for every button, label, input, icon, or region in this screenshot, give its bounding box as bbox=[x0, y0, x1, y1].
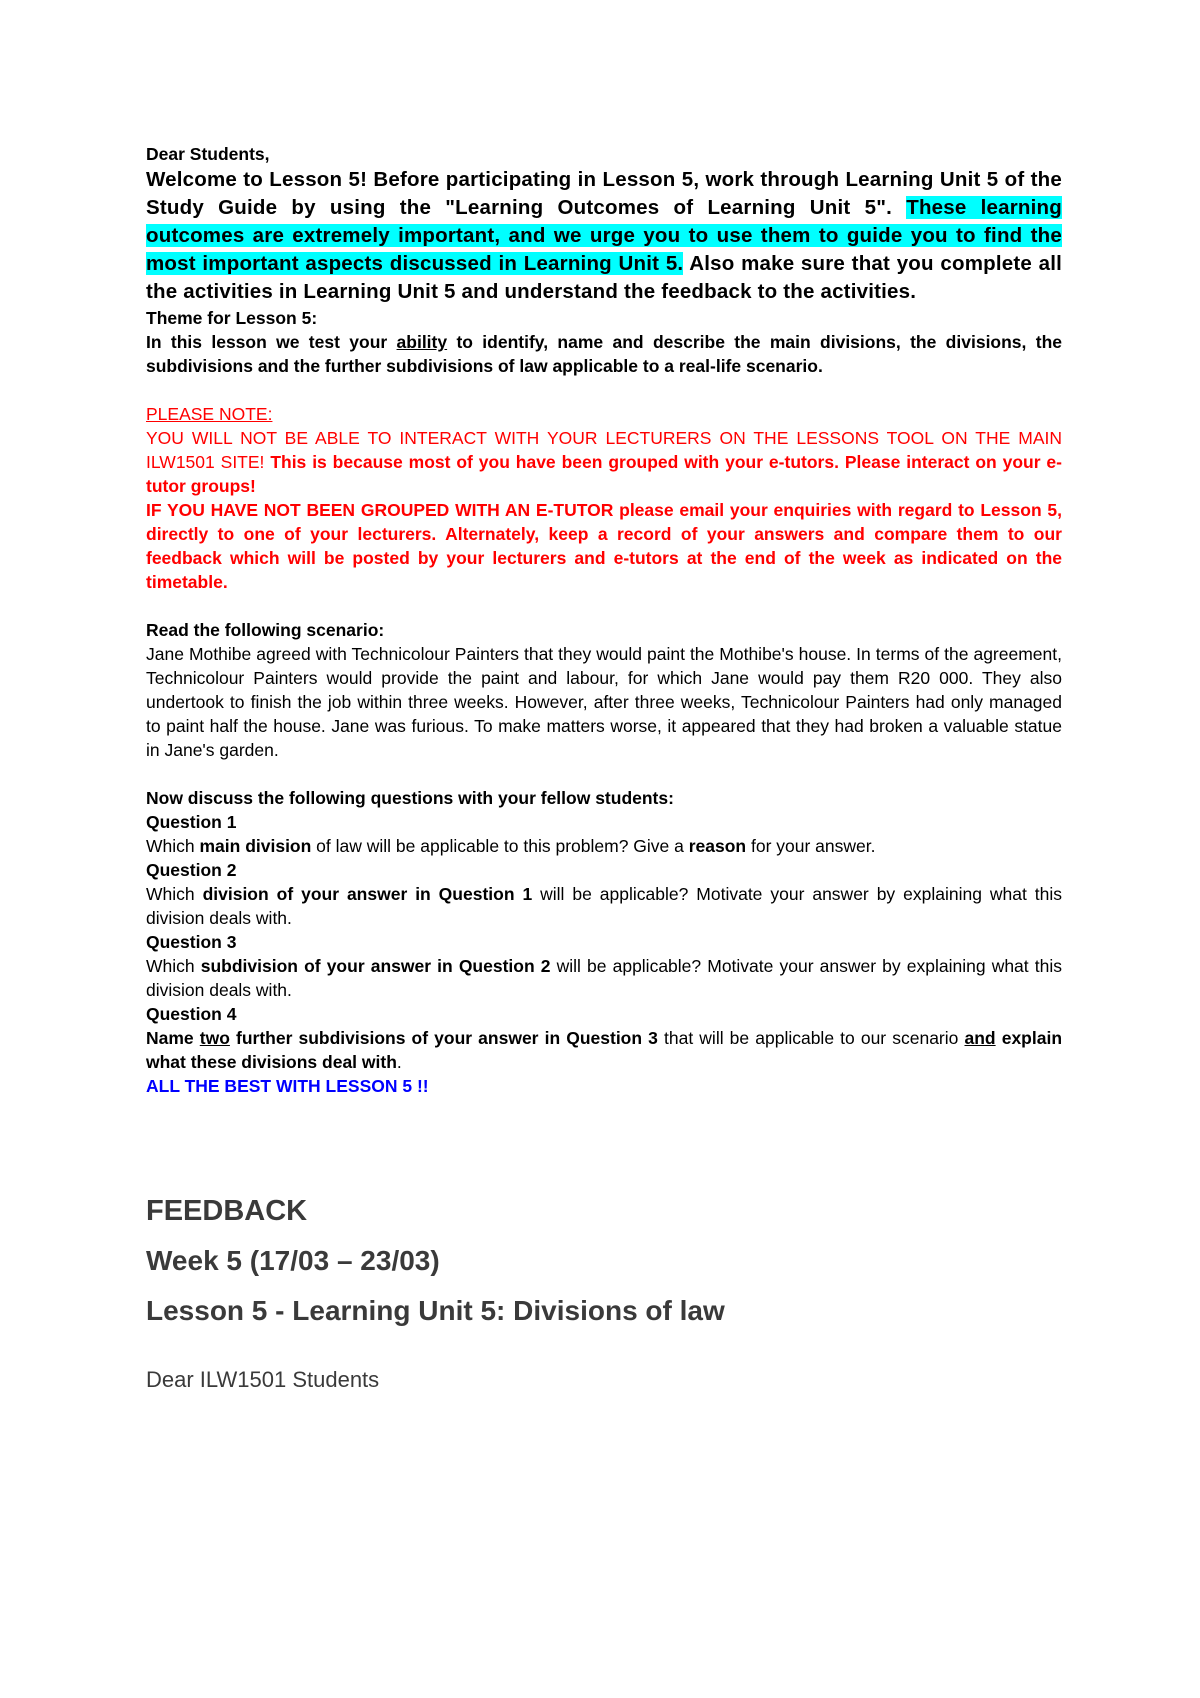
q4-b1: Name bbox=[146, 1028, 200, 1048]
q4-u1: two bbox=[199, 1028, 230, 1048]
q1-b2: reason bbox=[688, 836, 747, 856]
please-note-heading: PLEASE NOTE: bbox=[146, 404, 273, 424]
question-3-title: Question 3 bbox=[146, 932, 237, 952]
note-caps-text: YOU WILL NOT BE ABLE TO INTERACT WITH YOUR LECTURERS ON THE LESSONS TOOL ON THE MAIN ILW1501 SITE! bbox=[146, 428, 1062, 472]
theme-text bbox=[146, 330, 1062, 378]
question-4-title: Question 4 bbox=[146, 1004, 237, 1024]
feedback-lesson: Lesson 5 - Learning Unit 5: Divisions of law bbox=[146, 1295, 725, 1326]
question-4-text bbox=[146, 1026, 1062, 1074]
q3-t2: will be applicable? Motivate your answer by explaining what this division deals with. bbox=[146, 956, 1062, 1000]
question-3-text bbox=[146, 954, 1062, 1002]
question-1-title: Question 1 bbox=[146, 812, 237, 832]
question-1-text bbox=[146, 834, 1062, 858]
feedback-title: FEEDBACK bbox=[146, 1195, 308, 1227]
note-paragraph-1 bbox=[146, 426, 1062, 498]
scenario-heading: Read the following scenario: bbox=[146, 620, 385, 640]
q3-b1: subdivision of your answer in Question 2 bbox=[200, 956, 551, 976]
discuss-heading: Now discuss the following questions with your fellow students: bbox=[146, 788, 674, 808]
scenario-text: Jane Mothibe agreed with Technicolour Painters that they would paint the Mothibe's house. In terms of the agreement, Technicolour Painters would provide the paint and labour, for which Jane would pay them R20 000. They also undertook to finish the job within three weeks. However, after three weeks, Technicolour Painters had only managed to paint half the house. Jane was furious. To make matters worse, it appeared that they had broken a valuable statue in Jane's garden. bbox=[146, 644, 1062, 760]
document-page bbox=[146, 142, 1062, 1394]
theme-text-a: In this lesson we test your bbox=[146, 332, 397, 352]
q1-t1: Which bbox=[146, 836, 200, 856]
feedback-week: Week 5 (17/03 – 23/03) bbox=[146, 1245, 440, 1276]
note-paragraph-2: IF YOU HAVE NOT BEEN GROUPED WITH AN E-TUTOR please email your enquiries with regard to Lesson 5, directly to one of your lecturers. Alternately, keep a record of your answers and compare them to our feedback which will be posted by your lecturers and e-tutors at the end of the week as indicated on the timetable. bbox=[146, 500, 1062, 592]
q3-t1: Which bbox=[146, 956, 201, 976]
q1-t3: for your answer. bbox=[746, 836, 876, 856]
q2-t2: will be applicable? Motivate your answer by explaining what this division deals with. bbox=[146, 884, 1062, 928]
theme-text-underlined: ability bbox=[396, 332, 448, 352]
q4-b2: further subdivisions of your answer in Question 3 bbox=[229, 1028, 658, 1048]
greeting: Dear Students, bbox=[146, 144, 270, 164]
note-etutor-text: This is because most of you have been grouped with your e-tutors. Please interact on your e-tutor groups! bbox=[146, 452, 1062, 496]
welcome-text: Welcome to Lesson 5! Before participating in Lesson 5, work through Learning Unit 5 of the Study Guide by using the "Learning Outcomes of Learning Unit 5". bbox=[146, 168, 1062, 219]
q4-t2: . bbox=[396, 1052, 402, 1072]
question-2-title: Question 2 bbox=[146, 860, 237, 880]
theme-heading: Theme for Lesson 5: bbox=[146, 308, 318, 328]
welcome-text-end: Also make sure that you complete all the activities in Learning Unit 5 and understand the feedback to the activities. bbox=[146, 252, 1063, 303]
closing-line: ALL THE BEST WITH LESSON 5 !! bbox=[146, 1076, 429, 1096]
feedback-greeting: Dear ILW1501 Students bbox=[146, 1367, 380, 1392]
question-2-text bbox=[146, 882, 1062, 930]
theme-text-b: to identify, name and describe the main divisions, the divisions, the subdivisions and the further subdivisions of law applicable to a real-life scenario. bbox=[146, 332, 1062, 376]
q1-t2: of law will be applicable to this problem? Give a bbox=[311, 836, 689, 856]
highlighted-outcomes-text: These learning outcomes are extremely important, and we urge you to use them to guide you to find the most important aspects discussed in Learning Unit 5. bbox=[146, 196, 1062, 275]
q2-b1: division of your answer in Question 1 bbox=[202, 884, 533, 904]
welcome-paragraph bbox=[146, 166, 1062, 306]
q4-b3: explain what these divisions deal with bbox=[146, 1028, 1063, 1072]
q2-t1: Which bbox=[146, 884, 203, 904]
q4-t1: that will be applicable to our scenario bbox=[657, 1028, 965, 1048]
q4-u2: and bbox=[964, 1028, 996, 1048]
q1-b1: main division bbox=[199, 836, 312, 856]
